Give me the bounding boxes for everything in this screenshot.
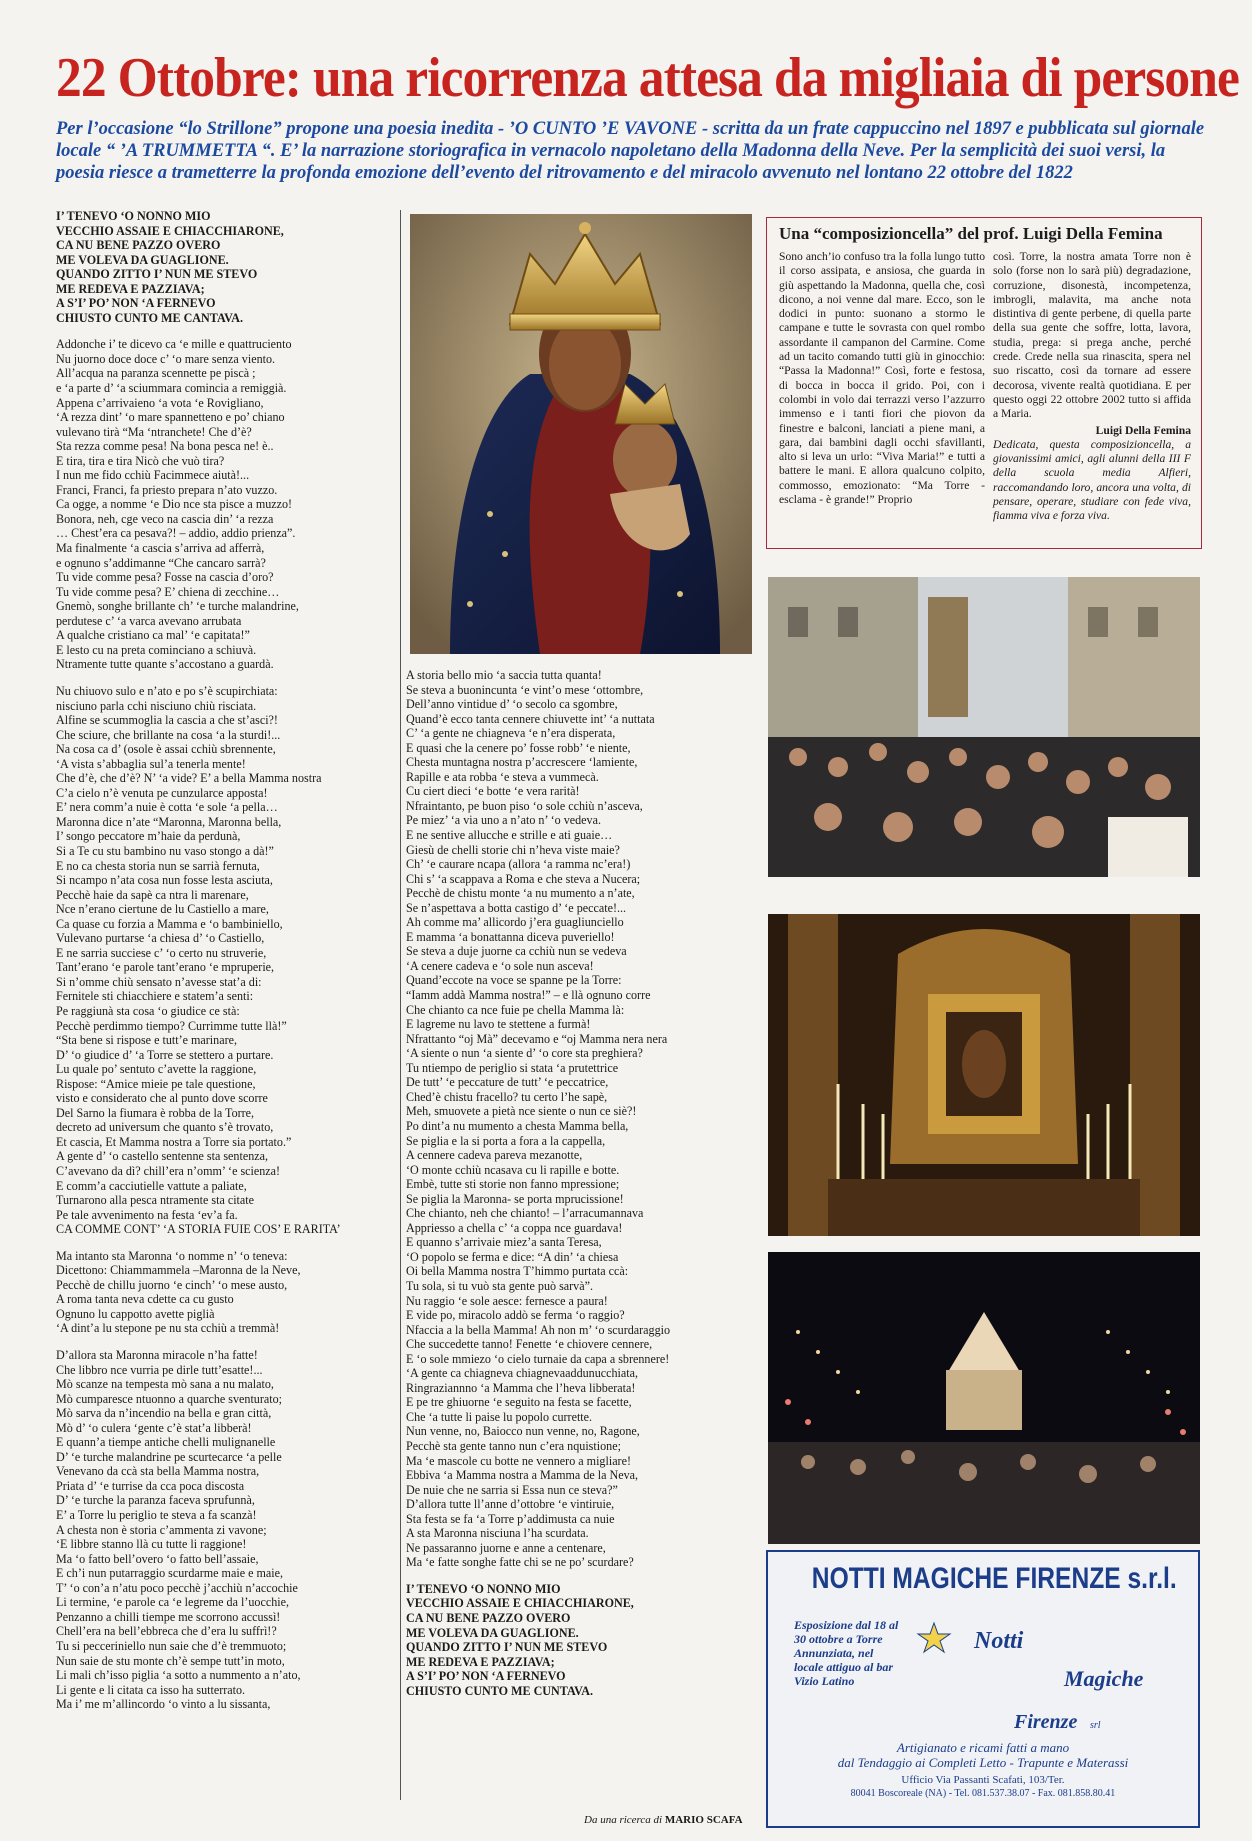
poem-line: T’ ‘o con’a n’atu poco pecchè j’acchiù n’accochie xyxy=(56,1580,298,1595)
poem-line: Ognuno lu cappotto avette piglià xyxy=(56,1306,215,1321)
stanza xyxy=(406,668,746,1570)
procession-crowd-photo xyxy=(768,577,1200,877)
poem-line: E quann’a tiempe antiche chelli mulignanelle xyxy=(56,1435,276,1450)
poem-line: CHIUSTO CUNTO ME CANTAVA. xyxy=(56,310,244,325)
intro-paragraph: Per l’occasione “lo Strillone” propone una poesia inedita - ’O CUNTO ’E VAVONE - scritta da un frate cappuccino nel 1897 e pubblicata sul giornale locale “ ’A TRUMMETTA “. E’ la narrazione storiografica in vernacolo napoletano della Madonna della Neve. Per la semplicità dei suoi versi, la poesia riesce a trametterre la profonda emozione dell’evento del ritrovamento e del miracolo avvenuto nel lontano 22 ottobre del 1822 xyxy=(56,119,1205,183)
poem-line: E ‘o sole mmiezo ‘o cielo turnaie da capa a sbrennere! xyxy=(406,1351,670,1366)
poem-line: Giesù de chelli storie chi n’heva viste maie? xyxy=(406,842,620,857)
poem-line: Sta rezza comme pesa! Na bona pesca ne! è.. xyxy=(56,439,274,454)
poem-line: decreto ad universum che quanto s’è trovato, xyxy=(56,1120,274,1135)
poem-line: Nu juorno doce doce c’ ‘o mare senza viento. xyxy=(56,351,276,366)
poem-line: All’acqua na paranza scennette pe piscà ; xyxy=(56,366,256,381)
poem-line: ME REDEVA E PAZZIAVA; xyxy=(406,1654,555,1669)
poem-line: Tu si pecceriniello nun saie che d’è tremmuoto; xyxy=(56,1638,287,1653)
poem-line: ME REDEVA E PAZZIAVA; xyxy=(56,281,205,296)
poem-line: E no ca chesta storia nun se sarrià fernuta, xyxy=(56,858,260,873)
poem-line: Che d’è, che d’è? N’ ‘a vide? E’ a bella Mamma nostra xyxy=(56,771,322,786)
poem-line: A S’I’ PO’ NON ‘A FERNEVO xyxy=(406,1669,566,1684)
poem-line: Se steva a buonincunta ‘e vint’o mese ‘ottombre, xyxy=(406,682,644,697)
poem-line: Tu sola, si tu vuò sta gente può sarvà”. xyxy=(406,1278,593,1293)
altar-photo xyxy=(768,914,1200,1236)
poem-line: Ringraziannno ‘a Mamma che l’heva libberata! xyxy=(406,1380,636,1395)
poem-line: De nuie che ne sarria si Essa nun ce steva?” xyxy=(406,1482,618,1497)
ad-contacts: 80041 Boscoreale (NA) - Tel. 081.537.38.07 - Fax. 081.858.80.41 xyxy=(850,1788,1116,1799)
ad-crafts xyxy=(768,1740,1198,1770)
poem-line: ‘A dint’a lu stepone pe nu sta cchiù a tremmà! xyxy=(56,1321,280,1336)
poem-line: “Sta bene si rispose e tutt’e marinare, xyxy=(56,1033,238,1048)
poem-line: Che sciure, che brillante na cosa ‘a la sturdi!... xyxy=(56,727,281,742)
poem-line: D’allora sta Maronna miracole n’ha fatte! xyxy=(56,1348,258,1363)
poem-line: A gente d’ ‘o castello sentenne sta sentenza, xyxy=(56,1149,269,1164)
poem-line: QUANDO ZITTO I’ NUN ME STEVO xyxy=(56,267,258,282)
poem-line: Oi bella Mamma nostra T’himmo purtata ccà: xyxy=(406,1264,629,1279)
poem-line: Ched’è chistu fracello? tu certo l’he sapè, xyxy=(406,1089,608,1104)
ad-title: NOTTI MAGICHE FIRENZE s.r.l. xyxy=(811,1562,1177,1595)
poem-line: E pe tre ghiuorne ‘e seguito na festa se facette, xyxy=(406,1395,632,1410)
poem-line: Ntramente tutte quante s’accostano a guardà. xyxy=(56,657,274,672)
poem-line: Mò d’ ‘o culera ‘gente c’è stat’a libberà! xyxy=(56,1420,252,1435)
poem-column-left xyxy=(56,209,396,1712)
poem-line: Nfraintanto, pe buon piso ‘o sole cchiù n’asceva, xyxy=(406,798,643,813)
composition-box xyxy=(766,217,1202,549)
poem-line: E quasi che la cenere po’ fosse robb’ ‘e niente, xyxy=(406,740,631,755)
composition-dedication: Dedicata, questa composizioncella, a giovanissimi amici, agli alunni della III F della scuola media Alfieri, raccomandando loro, ancora una volta, di pensare, operare, studiare con fede viva, fiamma viva e forza viva. xyxy=(993,437,1191,523)
credit-prefix: Da una ricerca di xyxy=(584,1814,663,1826)
poem-line: Addonche i’ te dicevo ca ‘e mille e quattruciento xyxy=(56,337,292,352)
poem-line: Se steva a duje juorne ca cchiù nun se vedeva xyxy=(406,944,627,959)
poem-line: Fernitele sti chiacchiere e statem’a senti: xyxy=(56,989,254,1004)
poem-line: Rapille e ata robba ‘e steva a vummecà. xyxy=(406,769,599,784)
poem-line: Franci, Franci, fa priesto prepara n’ato vuzzo. xyxy=(56,482,278,497)
composition-text-right xyxy=(993,250,1191,524)
logo-word-firenze: Firenze xyxy=(1014,1711,1078,1733)
poem-line: Tu vide comme pesa? E’ chiena di zecchine… xyxy=(56,584,280,599)
poem-line: Li mali ch’isso piglia ‘a sotto a nummento a n’ato, xyxy=(56,1668,301,1683)
poem-line: e ognuno s’addimanne “Che cancaro sarrà? xyxy=(56,555,266,570)
poem-line: Lu quale po’ sentuto c’avette la raggione, xyxy=(56,1062,257,1077)
poem-line: A qualche cristiano ca mal’ ‘e capitata!” xyxy=(56,628,250,643)
poem-line: Cu ciert dieci ‘e botte ‘e vera rarità! xyxy=(406,784,580,799)
poem-line: E vide po, miracolo addò se ferma ‘o raggio? xyxy=(406,1308,625,1323)
poem-line: Et cascia, Et Mamma nostra a Torre sia portato.” xyxy=(56,1134,292,1149)
poem-line: C’a cielo n’è venuta pe cunzularce apposta! xyxy=(56,785,268,800)
poem-line: Ne passaranno juorne e anne a centenare, xyxy=(406,1540,606,1555)
poem-line: Ma ‘e mascole cu botte ne vennero a migliare! xyxy=(406,1453,631,1468)
poem-line: I nun me fido cchiù Facimmece aiutà!... xyxy=(56,468,250,483)
poem-line: Penzanno a chilli tiempe me scorrono accussì! xyxy=(56,1609,281,1624)
poem-line: Embè, tutte sti storie non fanno mpressione; xyxy=(406,1177,620,1192)
poem-line: Si n’omme chiù sensato n’avesse stat’a di: xyxy=(56,974,262,989)
poem-line: E’ nera comm’a nuie è cotta ‘e sole ‘a pella… xyxy=(56,800,278,815)
poem-line: I’ TENEVO ‘O NONNO MIO xyxy=(406,1581,561,1596)
poem-line: D’allora tutte ll’anne d’ottobre ‘e vintiruie, xyxy=(406,1497,615,1512)
poem-line: Ma ‘e fatte songhe fatte chi se ne po’ scurdare? xyxy=(406,1555,634,1570)
poem-column-middle xyxy=(406,668,746,1698)
ad-office-address: Ufficio Via Passanti Scafati, 103/Ter. xyxy=(901,1774,1065,1786)
poem-line: C’avevano da dì? chill’era n’omm’ ‘e scienza! xyxy=(56,1164,281,1178)
poem-line: E lesto cu na preta cominciano a schiuvà. xyxy=(56,642,257,657)
poem-line: Venevano da ccà sta bella Mamma nostra, xyxy=(56,1464,260,1479)
poem-line: CHIUSTO CUNTO ME CUNTAVA. xyxy=(406,1683,594,1698)
poem-line: Pecchè sta gente tanno nun c’era nquistione; xyxy=(406,1438,621,1453)
logo-word-notti: Notti xyxy=(974,1628,1024,1654)
poem-line: Se n’aspettava a botta castigo d’ ‘e peccate!... xyxy=(406,900,627,915)
poem-line: Nu chiuovo sulo e n’ato e po s’è scupirchiata: xyxy=(56,683,278,698)
notti-magiche-logo xyxy=(904,1608,1194,1738)
poem-line: ‘A rezza dint’ ‘o mare spannetteno e po’ chiano xyxy=(56,410,285,425)
poem-line: Del Sarno la fiumara è robba de la Torre, xyxy=(56,1105,255,1120)
poem-line: ‘A gente ca chiagneva chiagnevaaddunucchiata, xyxy=(406,1366,639,1381)
credit-name: MARIO SCAFA xyxy=(664,1814,743,1826)
poem-line: Vulevano purtarse ‘a chiesa d’ ‘o Castiello, xyxy=(56,931,265,946)
poem-line: Chesta muntagna nostra p’accrescere ‘lamiente, xyxy=(406,755,638,770)
composition-signature: Luigi Della Femina xyxy=(1095,423,1191,437)
poem-line: I’ TENEVO ‘O NONNO MIO xyxy=(56,209,211,223)
poem-line: ‘A vista s’abbaglia sul’a tenerla mente! xyxy=(56,756,246,771)
poem-line: Nfrattanto “oj Mà” decevamo e “oj Mamma nera nera xyxy=(406,1031,668,1046)
poem-line: Ebbiva ‘a Mamma nostra a Mamma de la Neva, xyxy=(406,1468,639,1483)
poem-line: E ch’i nun putarraggio scurdarme maie e maie, xyxy=(56,1566,283,1581)
advertisement xyxy=(766,1550,1200,1828)
poem-line: Ca ogge, a nomme ‘e Dio nce sta pisce a muzzo! xyxy=(56,497,293,512)
ad-crafts-line2: dal Tendaggio ai Completi Letto - Trapunte e Materassi xyxy=(837,1755,1129,1770)
poem-line: Gnemò, songhe brillante ch’ ‘e turche malandrine, xyxy=(56,599,299,614)
poem-line: Chi s’ ‘a scappava a Roma e che steva a Nucera; xyxy=(406,871,641,886)
poem-line: Ma i’ me m’allincordo ‘o vinto a lu sissanta, xyxy=(56,1697,271,1712)
poem-line: Pecchè de chillu juorno ‘e cinch’ ‘o mese austo, xyxy=(56,1277,288,1292)
stanza xyxy=(56,684,396,1237)
research-credit xyxy=(584,1814,743,1826)
poem-line: Nce n’erano ciertune de lu Castiello a mare, xyxy=(56,902,269,917)
poem-line: Priata d’ ‘e turrise da cca poca discosta xyxy=(56,1478,245,1493)
poem-line: ‘O popolo se ferma e dice: “A din’ ‘a chiesa xyxy=(406,1249,619,1264)
poem-line: Pe miez’ ‘a via uno a n’ato n’ ‘o vedeva. xyxy=(406,813,601,828)
composition-text-continued: così. Torre, la nostra amata Torre non è solo (forse non lo sarà più) degradazione, corruzione, disonestà, incompetenza, imbrogli, malavita, ma anche nota distintiva di gente perbene, di quella parte della sua gente che soffre, lotta, lavora, studia, prega: si prega anche, perché crede. Crede nella sua rinascita, spera nel suo riscatto, così da tornare ad essere decorosa, vivente realtà quotidiana. E per questo oggi 22 ottobre 2002 tutto si affida a Maria. xyxy=(993,250,1191,421)
poem-line: Sta festa se fa ‘a Torre p’addimusta ca nuie xyxy=(406,1511,615,1526)
poem-line: Nun saie de stu monte ch’è sempe tutt’in moto, xyxy=(56,1653,285,1668)
poem-line: A roma tanta neva cdette ca cu gusto xyxy=(56,1292,234,1307)
poem-line: Bonora, neh, cge veco na cascia din’ ‘a rezza xyxy=(56,511,274,526)
poem-line: Che chianto ca nce fuie pe chella Mamma là: xyxy=(406,1002,625,1017)
poem-line: CA NU BENE PAZZO OVERO xyxy=(56,238,221,253)
poem-line: Pecchè de chistu monte ‘a nu mumento a n’ate, xyxy=(406,886,635,901)
poem-line: Ca quase cu forzia a Mamma e ‘o bambiniello, xyxy=(56,916,283,931)
stanza xyxy=(56,1348,396,1712)
poem-line: “Iamm addà Mamma nostra!” – e llà ognuno corre xyxy=(406,988,651,1003)
poem-line: E ne sentive allucche e strille e ati guaie… xyxy=(406,828,613,843)
poem-line: perdutese c’ ‘a varca avevano arrubata xyxy=(56,613,242,628)
poem-line: Si ncampo n’ata cosa nun fosse lesta asciuta, xyxy=(56,873,273,888)
poem-line: e ‘a parte d’ ‘a sciummara comincia a remiggià. xyxy=(56,381,287,396)
ad-exposition: Esposizione dal 18 al 30 ottobre a Torre Annunziata, nel locale attiguo al bar Vizio Latino xyxy=(794,1618,899,1688)
poem-line: Nu raggio ‘e sole aesce: fernesce a paura! xyxy=(406,1293,608,1308)
poem-line: Nun venne, no, Baiocco nun venne, no, Ragone, xyxy=(406,1424,640,1439)
poem-line: Pe tale avvenimento na festa ‘ev’a fa. xyxy=(56,1207,238,1222)
poem-line: Li termine, ‘e parole ca ‘e legreme da l’uocchie, xyxy=(56,1595,290,1610)
poem-line: Tant’erano ‘e parole tant’erano ‘e mpruperie, xyxy=(56,960,275,975)
poem-line: E lagreme nu lavo te stettene a furmà! xyxy=(406,1017,591,1032)
poem-line: A S’I’ PO’ NON ‘A FERNEVO xyxy=(56,296,216,311)
poem-line: Pe raggiunà sta cosa ‘o giudice ce stà: xyxy=(56,1003,240,1018)
poem-line: Dicettono: Chiammammela –Maronna de la Neve, xyxy=(56,1263,301,1278)
poem-line: nisciuno parla cchi nisciuno chiù risciata. xyxy=(56,698,257,713)
poem-line: Pecchè perdimmo tiempo? Currimme tutte llà!” xyxy=(56,1018,287,1033)
poem-line: E mamma ‘a bonattanna diceva puveriello! xyxy=(406,929,615,944)
ad-crafts-line1: Artigianato e ricami fatti a mano xyxy=(896,1740,1070,1755)
poem-line: C’ ‘a gente ne chiagneva ‘e n’era disperata, xyxy=(406,726,616,741)
poem-line: Li gente e li citata ca isso ha sutterrato. xyxy=(56,1682,246,1697)
poem-line: QUANDO ZITTO I’ NUN ME STEVO xyxy=(406,1640,608,1655)
poem-line: Che libbro nce vurria pe dirle tutt’esatte!... xyxy=(56,1362,263,1377)
night-festival-photo xyxy=(768,1252,1200,1544)
poem-line: Mò scanze na tempesta mò sana a nu malato, xyxy=(56,1377,274,1392)
poem-line: vulevano tirà “Ma ‘ntranchete! Che d’è? xyxy=(56,424,252,439)
composition-text-left: Sono anch’io confuso tra la folla lungo tutto il corso assipata, e ansiosa, che guarda in giù aspettando la Madonna, quella che, così dicono, a noi venne dal mare. Ecco, son le dodici in punto: suonano a stormo le campane e tutte le sovrasta con quel rombo assordante il campanon del Carmine. Come ad un tacito comando tutti giù in ginocchio: “Passa la Madonna!” Così, forte e festosa, di bocca in bocca il grido. Poi, con i colombi in volo dai terrazzi verso l’azzurro immenso e i tanti fiori che piovon da finestre e balconi, lanciati a piene mani, a gara, dai bambini dagli occhi sfavillanti, alto si leva un urlo: “Viva Maria!” e tutti a battere le mani. E allora qualcuno colpito, commosso, emozionato: “Ma Torre - esclama - è grande!” Proprio xyxy=(779,250,985,507)
poem-line: Dell’anno vintidue d’ ‘o secolo ca sgombre, xyxy=(406,697,618,712)
poem-line: De tutt’ ‘e peccature de tutt’ ‘e peccatrice, xyxy=(406,1075,609,1090)
poem-line: E comm’a cacciutielle vattute a paliate, xyxy=(56,1178,247,1193)
poem-line: E tira, tira e tira Nicò che vuò tira? xyxy=(56,453,225,468)
poem-line: Che chianto, neh che chianto! – l’arracumannava xyxy=(406,1206,644,1221)
poem-line: Quand’eccote na voce se spanne pe la Torre: xyxy=(406,973,622,988)
poem-line: Tu vide comme pesa? Fosse na cascia d’oro? xyxy=(56,570,274,585)
poem-line: ‘A cenere cadeva e ‘o sole nun asceva! xyxy=(406,958,594,973)
poem-line: Ah comme ma’ allicordo j’era guagliunciello xyxy=(406,915,624,930)
poem-line: CA COMME CONT’ ‘A STORIA FUIE COS’ E RARITA’ xyxy=(56,1222,341,1237)
poem-line: E ne sarria succiese c’ ‘o certo nu struverie, xyxy=(56,945,267,960)
poem-line: Tu ntiempo de periglio si stata ‘a prutettrice xyxy=(406,1060,619,1075)
logo-word-srl: srl xyxy=(1090,1720,1101,1731)
poem-line: visto e considerato che al punto dove scorre xyxy=(56,1091,268,1106)
poem-line: ME VOLEVA DA GUAGLIONE. xyxy=(406,1625,579,1640)
poem-line: Appena c’arrivaieno ‘a vota ‘e Rovigliano, xyxy=(56,395,264,410)
poem-line: Quand’è ecco tanta cennere chiuvette int’ ‘a nuttata xyxy=(406,711,655,726)
stanza xyxy=(56,337,396,672)
poem-line: Appriesso a chella c’ ‘a coppa nce guardava! xyxy=(406,1220,623,1235)
column-divider xyxy=(400,210,401,1800)
poem-line: E’ a Torre lu periglio te steva a fa scanzà! xyxy=(56,1508,257,1523)
poem-line: Ma finalmente ‘a cascia s’arriva ad afferrà, xyxy=(56,541,265,556)
poem-line: A storia bello mio ‘a saccia tutta quanta! xyxy=(406,668,602,682)
poem-line: Nfaccia a la bella Mamma! Ah non m’ ‘o scurdaraggio xyxy=(406,1322,671,1337)
poem-line: Se piglia e la si porta a fora a la cappella, xyxy=(406,1133,606,1148)
poem-line: D’ ‘o giudice d’ ‘a Torre se stettero a purtare. xyxy=(56,1047,274,1062)
poem-line: Pecchè haie da sapè ca ntra li marenare, xyxy=(56,887,249,902)
poem-line: Mò sarva da n’incendio na bella e gran città, xyxy=(56,1406,272,1421)
poem-line: D’ ‘e turche la paranza faceva sprufunnà, xyxy=(56,1493,255,1508)
composition-title: Una “composizioncella” del prof. Luigi Della Femina xyxy=(779,224,1163,243)
poem-line: VECCHIO ASSAIE E CHIACCHIARONE, xyxy=(56,223,284,238)
poem-line: Mò cumparesce ntuonno a quarche sventurato; xyxy=(56,1391,283,1406)
poem-line: ‘O monte cchiù ncasava cu li rapille e botte. xyxy=(406,1162,620,1177)
poem-line: Si a Te cu stu bambino nu vaso stongo a dà!” xyxy=(56,843,274,858)
poem-line: Se piglia la Maronna- se porta mprucissione! xyxy=(406,1191,624,1206)
madonna-photo xyxy=(410,214,752,654)
poem-line: Che succedette tanno! Fenette ‘e chiovere cennere, xyxy=(406,1337,653,1352)
stanza xyxy=(56,1249,396,1336)
poem-line: ME VOLEVA DA GUAGLIONE. xyxy=(56,252,229,267)
poem-line: Chell’era na bell’ebbreca che d’era lu suffrì!? xyxy=(56,1624,277,1639)
poem-line: Turnarono alla pesca ntramente sta citate xyxy=(56,1193,255,1208)
poem-line: VECCHIO ASSAIE E CHIACCHIARONE, xyxy=(406,1596,634,1611)
poem-line: Che ‘a tutte li paise lu popolo currette. xyxy=(406,1409,593,1424)
poem-line: A chesta non è storia c’ammenta zi vavone; xyxy=(56,1522,267,1537)
poem-line: A sta Maronna nisciuna l’ha scurdata. xyxy=(406,1526,589,1541)
poem-line: I’ songo peccatore m’haie da perdunà, xyxy=(56,829,241,844)
poem-line: ‘E libbre stanno llà cu tutte li raggione! xyxy=(56,1537,247,1552)
poem-line: … Chest’era ca pesava?! – addio, addio prienza”. xyxy=(56,526,296,541)
poem-line: E quanno s’arrivaie miez’a santa Teresa, xyxy=(406,1235,602,1250)
refrain-bottom xyxy=(406,1582,746,1698)
poem-line: Po dint’a nu mumento a chesta Mamma bella, xyxy=(406,1118,629,1133)
ad-footer xyxy=(768,1740,1198,1800)
poem-line: Maronna dice n’ate “Maronna, Maronna bella, xyxy=(56,814,282,829)
poem-line: Ch’ ‘e caurare ncapa (allora ‘a ramma nc’era!) xyxy=(406,857,631,872)
logo-word-magiche: Magiche xyxy=(1064,1666,1144,1691)
poem-line: Meh, smuovete a pietà nce siente o nun ce siè?! xyxy=(406,1104,637,1119)
poem-line: Ma intanto sta Maronna ‘o nomme n’ ‘o teneva: xyxy=(56,1248,288,1263)
headline: 22 Ottobre: una ricorrenza attesa da migliaia di persone xyxy=(56,47,1239,109)
poem-line: D’ ‘e turche malandrine pe scurtecarce ‘a pelle xyxy=(56,1449,282,1464)
poem-line: Alfine se scummoglia la cascia a che st’asci?! xyxy=(56,713,278,728)
poem-line: ‘A siente o nun ‘a siente d’ ‘o core sta preghiera? xyxy=(406,1046,643,1061)
poem-line: Ma ‘o fatto bell’overo ‘o fatto bell’assaie, xyxy=(56,1551,259,1566)
poem-line: A cennere cadeva pareva mezanotte, xyxy=(406,1148,583,1163)
poem-line: Rispose: “Amice mieie pe tale questione, xyxy=(56,1076,256,1091)
refrain-top xyxy=(56,209,396,325)
poem-line: CA NU BENE PAZZO OVERO xyxy=(406,1611,571,1625)
poem-line: Na cosa ca d’ (osole è assai cchiù sbrennente, xyxy=(56,742,276,757)
